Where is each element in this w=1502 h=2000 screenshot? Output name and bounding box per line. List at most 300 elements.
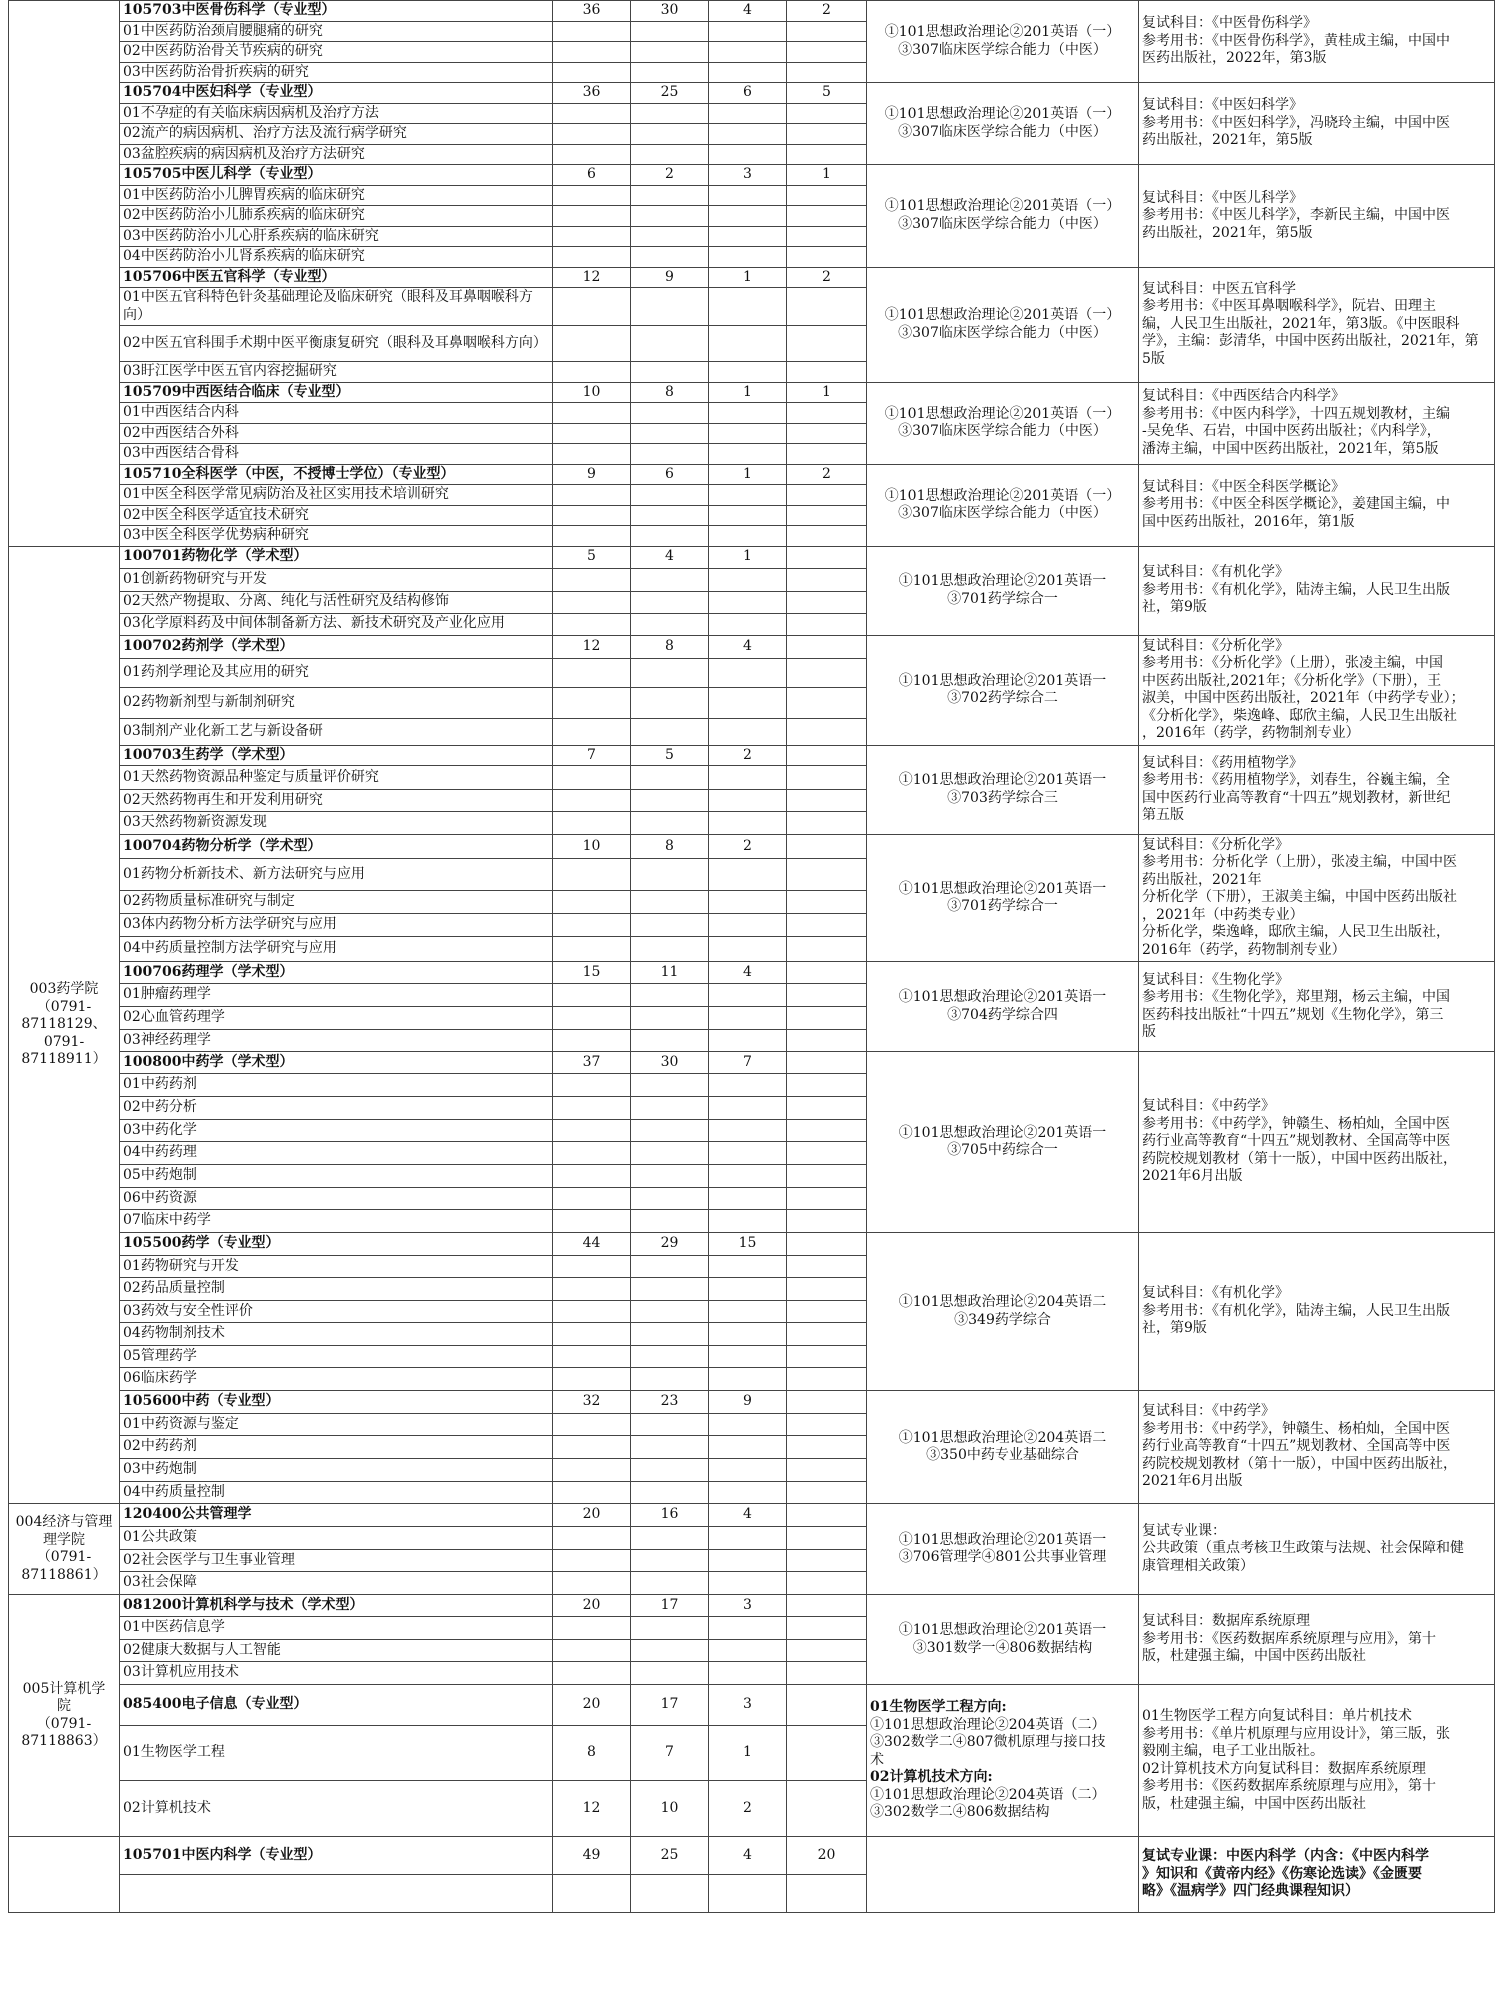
retest-reference-cell (1139, 1, 1495, 83)
empty-quota-cell (553, 1346, 631, 1368)
exam-subject-line: ①101思想政治理论②201英语（一） (884, 198, 1121, 215)
research-direction: 03盆腔疾病的病因病机及治疗方法研究 (120, 144, 553, 165)
reference-line: 复试科目：《生物化学》 (1142, 971, 1289, 988)
empty-quota-cell (631, 937, 709, 962)
program-name: 100703生药学（学术型） (120, 745, 553, 766)
empty-quota-cell (787, 526, 867, 547)
empty-quota-cell (631, 423, 709, 444)
reference-line: 参考用书：《生物化学》，郑里翔，杨云主编，中国 (1142, 989, 1450, 1005)
exam-subjects-cell (867, 267, 1139, 382)
retest-reference-cell (1139, 83, 1495, 165)
empty-quota-cell (787, 103, 867, 124)
research-direction: 01生物医学工程 (120, 1726, 553, 1781)
exam-subjects-cell (867, 1837, 1139, 1913)
exam-subject-line: ③307临床医学综合能力（中医） (898, 505, 1107, 521)
empty-quota-cell (631, 21, 709, 42)
empty-quota-cell (787, 1436, 867, 1459)
empty-quota-cell (709, 42, 787, 63)
empty-quota-cell (553, 526, 631, 547)
program-row (9, 962, 1495, 984)
empty-quota-cell (787, 206, 867, 227)
empty-quota-cell (787, 812, 867, 835)
retest-reference-cell (1139, 1233, 1495, 1391)
department-name-line: 0791- (43, 1033, 85, 1050)
reference-line: 参考用书：《药用植物学》，刘春生，谷巍主编，全 (1142, 772, 1450, 789)
quota-cell: 20 (553, 1595, 631, 1617)
empty-quota-cell (631, 288, 709, 326)
program-name: 100702药剂学（学术型） (120, 635, 553, 658)
empty-quota-cell (787, 1278, 867, 1301)
quota-cell: 6 (631, 464, 709, 485)
quota-cell: 29 (631, 1233, 709, 1256)
quota-cell: 12 (553, 635, 631, 658)
empty-quota-cell (709, 1097, 787, 1120)
empty-quota-cell (709, 21, 787, 42)
retest-reference-cell (1139, 745, 1495, 835)
exam-subject-line: ③702药学综合二 (947, 690, 1058, 706)
empty-quota-cell (553, 766, 631, 790)
empty-quota-cell (553, 124, 631, 145)
empty-quota-cell (631, 144, 709, 165)
empty-quota-cell (631, 124, 709, 145)
empty-quota-cell (709, 1436, 787, 1459)
reference-line: 参考用书：《中药学》，钟赣生、杨柏灿，全国中医 (1142, 1420, 1450, 1437)
quota-cell: 9 (553, 464, 631, 485)
research-direction: 02中药药剂 (120, 1436, 553, 1459)
empty-quota-cell (631, 485, 709, 506)
empty-quota-cell (553, 103, 631, 124)
quota-cell: 25 (631, 83, 709, 104)
empty-quota-cell (631, 1256, 709, 1278)
exam-subject-line: ①101思想政治理论②201英语一 (898, 772, 1107, 789)
quota-cell: 17 (631, 1595, 709, 1617)
research-direction: 03中医全科医学优势病种研究 (120, 526, 553, 547)
empty-quota-cell (709, 1030, 787, 1052)
quota-cell: 25 (631, 1837, 709, 1875)
program-row (9, 1233, 1495, 1256)
empty-quota-cell (553, 1030, 631, 1052)
empty-quota-cell (553, 403, 631, 424)
department-cell (9, 1, 120, 547)
empty-quota-cell (631, 1142, 709, 1165)
reference-line: 医药科技出版社“十四五”规划《生物化学》，第三 (1142, 1006, 1444, 1023)
empty-quota-cell (553, 591, 631, 613)
reference-line: 5版 (1142, 350, 1165, 367)
empty-quota-cell (787, 1640, 867, 1662)
department-name-line: 004经济与管理 (15, 1514, 113, 1530)
quota-cell: 2 (709, 1781, 787, 1837)
empty-quota-cell (631, 1572, 709, 1595)
reference-line: 参考用书：《医药数据库系统原理与应用》，第十 (1142, 1630, 1436, 1647)
research-direction: 04药物制剂技术 (120, 1323, 553, 1346)
retest-reference-cell (1139, 464, 1495, 546)
empty-quota-cell (787, 891, 867, 914)
research-direction: 01创新药物研究与开发 (120, 568, 553, 591)
reference-line: 02计算机技术方向复试科目：数据库系统原理 (1142, 1760, 1426, 1777)
empty-quota-cell (709, 403, 787, 424)
empty-quota-cell (709, 937, 787, 962)
empty-quota-cell (631, 444, 709, 465)
empty-quota-cell (709, 1368, 787, 1391)
quota-cell: 44 (553, 1233, 631, 1256)
empty-quota-cell (787, 21, 867, 42)
department-name-line: 87118129、 (21, 1016, 107, 1032)
reference-line: 版 (1142, 1024, 1156, 1040)
empty-quota-cell (787, 1527, 867, 1550)
empty-quota-cell (553, 1572, 631, 1595)
empty-quota-cell (553, 206, 631, 227)
empty-quota-cell (553, 1550, 631, 1572)
exam-subject-line: ①101思想政治理论②201英语（一） (884, 106, 1121, 122)
quota-cell (787, 1391, 867, 1414)
quota-cell: 17 (631, 1685, 709, 1726)
exam-subjects-cell (867, 546, 1139, 635)
research-direction: 01药物研究与开发 (120, 1256, 553, 1278)
quota-cell: 1 (709, 1726, 787, 1781)
quota-cell: 5 (787, 83, 867, 104)
empty-quota-cell (553, 812, 631, 835)
quota-cell (787, 745, 867, 766)
quota-cell: 7 (709, 1052, 787, 1074)
empty-quota-cell (787, 937, 867, 962)
quota-cell: 1 (709, 464, 787, 485)
empty-quota-cell (631, 1617, 709, 1640)
empty-quota-cell (787, 914, 867, 937)
quota-cell: 11 (631, 962, 709, 984)
research-direction: 05中药炮制 (120, 1165, 553, 1188)
empty-quota-cell (553, 687, 631, 718)
department-cell (9, 1504, 120, 1595)
empty-quota-cell (709, 1188, 787, 1210)
retest-reference-cell (1139, 635, 1495, 745)
reference-line: 编，人民卫生出版社，2021年，第3版。《中医眼科 (1142, 315, 1460, 332)
retest-reference-cell (1139, 165, 1495, 268)
program-row (9, 83, 1495, 104)
reference-line: 医药出版社，2022年，第3版 (1142, 50, 1327, 67)
program-row (9, 835, 1495, 859)
empty-quota-cell (709, 1414, 787, 1436)
reference-line: 复试科目：《中西医结合内科学》 (1142, 388, 1345, 404)
program-name: 105709中西医结合临床（专业型） (120, 382, 553, 403)
empty-quota-cell (553, 1188, 631, 1210)
research-direction: 02中医五官科围手术期中医平衡康复研究（眼科及耳鼻咽喉科方向） (120, 326, 553, 362)
research-direction: 04中药药理 (120, 1142, 553, 1165)
quota-cell: 12 (553, 1781, 631, 1837)
quota-cell: 20 (553, 1504, 631, 1527)
quota-cell (787, 1595, 867, 1617)
empty-quota-cell (553, 1482, 631, 1504)
program-name: 105705中医儿科学（专业型） (120, 165, 553, 186)
reference-line: 分析化学（下册），王淑美主编，中国中医药出版社 (1142, 889, 1457, 906)
retest-reference-cell (1139, 962, 1495, 1052)
program-name: 105710全科医学（中医，不授博士学位）（专业型） (120, 464, 553, 485)
exam-subjects-cell (867, 962, 1139, 1052)
empty-quota-cell (631, 687, 709, 718)
retest-reference-cell (1139, 546, 1495, 635)
empty-quota-cell (631, 812, 709, 835)
empty-quota-cell (553, 718, 631, 745)
empty-quota-cell (631, 568, 709, 591)
reference-line: 潘涛主编，中国中医药出版社，2021年，第5版 (1142, 440, 1439, 457)
empty-quota-cell (631, 326, 709, 362)
retest-reference-cell (1139, 1504, 1495, 1595)
empty-quota-cell (631, 613, 709, 635)
department-cell (9, 1837, 120, 1913)
empty-quota-cell (631, 1030, 709, 1052)
reference-line: 复试科目：《中医妇科学》 (1142, 97, 1303, 114)
empty-quota-cell (787, 613, 867, 635)
empty-quota-cell (631, 1368, 709, 1391)
exam-subject-line: ③307临床医学综合能力（中医） (898, 123, 1107, 140)
reference-line: 药院校规划教材（第十一版），中国中医药出版社， (1142, 1150, 1457, 1167)
reference-line: 参考用书：《中医全科医学概论》，姜建国主编，中 (1142, 496, 1450, 513)
empty-quota-cell (709, 1142, 787, 1165)
empty-quota-cell (787, 42, 867, 63)
empty-quota-cell (553, 859, 631, 891)
department-cell (9, 546, 120, 1504)
quota-cell: 1 (787, 382, 867, 403)
reference-line: 复试科目：《药用植物学》 (1142, 754, 1303, 771)
exam-subjects-cell (867, 165, 1139, 268)
empty-quota-cell (631, 362, 709, 383)
reference-line: 复试科目：中医五官科学 (1142, 280, 1296, 297)
empty-quota-cell (631, 505, 709, 526)
empty-quota-cell (787, 444, 867, 465)
empty-quota-cell (631, 1210, 709, 1233)
reference-line: 参考用书：《中医内科学》，十四五规划教材，主编 (1142, 405, 1450, 422)
empty-quota-cell (631, 42, 709, 63)
reference-line: 参考用书：《医药数据库系统原理与应用》，第十 (1142, 1778, 1436, 1794)
empty-quota-cell (631, 1323, 709, 1346)
empty-quota-cell (709, 247, 787, 268)
quota-cell: 4 (709, 635, 787, 658)
exam-subject-line: ③705中药综合一 (947, 1142, 1058, 1158)
empty-quota-cell (787, 226, 867, 247)
empty-quota-cell (631, 1482, 709, 1504)
reference-line: 淑美，中国中医药出版社，2021年（中药学专业）； (1142, 690, 1465, 706)
empty-quota-cell (709, 526, 787, 547)
quota-cell: 10 (553, 382, 631, 403)
research-direction: 02社会医学与卫生事业管理 (120, 1550, 553, 1572)
exam-subject-line: ①101思想政治理论②201英语（一） (884, 24, 1121, 40)
research-direction: 03中药化学 (120, 1120, 553, 1142)
empty-quota-cell (631, 1662, 709, 1685)
empty-quota-cell (787, 658, 867, 687)
exam-subject-line: ③706管理学④801公共事业管理 (898, 1549, 1107, 1565)
research-direction: 02药物新剂型与新制剂研究 (120, 687, 553, 718)
department-name-line: （0791- (36, 1549, 92, 1565)
empty-quota-cell (631, 1640, 709, 1662)
reference-line: ，2021年（中药类专业） (1142, 906, 1304, 923)
empty-quota-cell (787, 1482, 867, 1504)
quota-cell: 8 (553, 1726, 631, 1781)
empty-quota-cell (787, 247, 867, 268)
reference-line: 参考用书：《分析化学》（上册），张凌主编，中国 (1142, 655, 1443, 671)
research-direction: 01中医五官科特色针灸基础理论及临床研究（眼科及耳鼻咽喉科方向） (120, 288, 553, 326)
empty-quota-cell (709, 1301, 787, 1323)
reference-line: 参考用书：《单片机原理与应用设计》，第三版，张 (1142, 1725, 1450, 1742)
empty-quota-cell (553, 1097, 631, 1120)
research-direction: 03中医药防治骨折疾病的研究 (120, 62, 553, 83)
empty-quota-cell (553, 1278, 631, 1301)
quota-cell: 23 (631, 1391, 709, 1414)
empty-quota-cell (709, 505, 787, 526)
empty-quota-cell (787, 485, 867, 506)
empty-quota-cell (709, 984, 787, 1007)
empty-quota-cell (787, 984, 867, 1007)
exam-subjects-cell (867, 1504, 1139, 1595)
empty-quota-cell (709, 1527, 787, 1550)
empty-quota-cell (709, 891, 787, 914)
reference-line: 药出版社，2021年，第5版 (1142, 132, 1313, 149)
reference-line: 参考用书：《中医妇科学》，冯晓玲主编，中国中医 (1142, 114, 1450, 131)
program-row (9, 1391, 1495, 1414)
empty-quota-cell (709, 1256, 787, 1278)
empty-quota-cell (787, 1875, 867, 1913)
reference-line: 药出版社，2021年，第5版 (1142, 224, 1313, 241)
empty-quota-cell (553, 1617, 631, 1640)
empty-quota-cell (787, 1346, 867, 1368)
empty-quota-cell (709, 812, 787, 835)
empty-quota-cell (709, 1572, 787, 1595)
empty-quota-cell (553, 1120, 631, 1142)
quota-cell (787, 1726, 867, 1781)
exam-subject-line: ①101思想政治理论②201英语（一） (884, 487, 1121, 504)
exam-subject-line: 02计算机技术方向: (870, 1769, 993, 1786)
empty-quota-cell (631, 1346, 709, 1368)
empty-quota-cell (631, 103, 709, 124)
research-direction: 01公共政策 (120, 1527, 553, 1550)
empty-quota-cell (787, 859, 867, 891)
quota-cell: 10 (631, 1781, 709, 1837)
empty-quota-cell (553, 790, 631, 812)
exam-subject-line: ③703药学综合三 (947, 789, 1058, 806)
exam-subject-line: ③349药学综合 (954, 1311, 1051, 1328)
quota-cell: 3 (709, 1685, 787, 1726)
exam-subject-line: ①101思想政治理论②201英语一 (898, 880, 1107, 897)
exam-subject-line: ①101思想政治理论②204英语（二） (870, 1716, 1106, 1733)
reference-line: 复试科目：《有机化学》 (1142, 1285, 1289, 1302)
program-name: 100704药物分析学（学术型） (120, 835, 553, 859)
empty-quota-cell (709, 485, 787, 506)
program-row (9, 1, 1495, 22)
quota-cell: 2 (787, 464, 867, 485)
reference-line: 复试科目：《中药学》 (1142, 1403, 1275, 1420)
reference-line: 康管理相关政策） (1142, 1557, 1254, 1574)
empty-quota-cell (709, 1323, 787, 1346)
quota-cell: 6 (709, 83, 787, 104)
empty-quota-cell (709, 1662, 787, 1685)
reference-line: -吴免华、石岩，中国中医药出版社；《内科学》， (1142, 423, 1441, 439)
research-direction: 01药物分析新技术、新方法研究与应用 (120, 859, 553, 891)
reference-line: 复试科目：数据库系统原理 (1142, 1613, 1310, 1630)
research-direction: 06中药资源 (120, 1188, 553, 1210)
empty-quota-cell (631, 1120, 709, 1142)
quota-cell: 1 (709, 546, 787, 568)
research-direction: 02中医药防治小儿肺系疾病的临床研究 (120, 206, 553, 227)
empty-quota-cell (709, 423, 787, 444)
quota-cell: 2 (709, 835, 787, 859)
research-direction: 02天然产物提取、分离、纯化与活性研究及结构修饰 (120, 591, 553, 613)
exam-subjects-cell (867, 1233, 1139, 1391)
empty-quota-cell (553, 1142, 631, 1165)
empty-quota-cell (553, 1459, 631, 1482)
quota-cell: 3 (709, 1595, 787, 1617)
research-direction: 03中药炮制 (120, 1459, 553, 1482)
empty-quota-cell (709, 288, 787, 326)
empty-quota-cell (787, 687, 867, 718)
empty-quota-cell (553, 937, 631, 962)
empty-quota-cell (553, 226, 631, 247)
empty-quota-cell (553, 1256, 631, 1278)
empty-quota-cell (709, 859, 787, 891)
empty-quota-cell (553, 1875, 631, 1913)
reference-line: 2016年（药学，药物制剂专业） (1142, 941, 1346, 958)
empty-quota-cell (787, 1120, 867, 1142)
empty-quota-cell (553, 42, 631, 63)
program-name: 105701中医内科学（专业型） (120, 1837, 553, 1875)
research-direction: 02药物质量标准研究与制定 (120, 891, 553, 914)
research-direction (120, 1875, 553, 1913)
empty-quota-cell (787, 591, 867, 613)
empty-quota-cell (709, 1074, 787, 1097)
empty-quota-cell (787, 288, 867, 326)
empty-quota-cell (631, 1459, 709, 1482)
empty-quota-cell (631, 984, 709, 1007)
research-direction: 01中医药信息学 (120, 1617, 553, 1640)
retest-reference-cell (1139, 1685, 1495, 1837)
empty-quota-cell (553, 1368, 631, 1391)
reference-line: 第五版 (1142, 807, 1184, 824)
reference-line: 复试专业课： (1142, 1522, 1226, 1539)
research-direction: 02流产的病因病机、治疗方法及流行病学研究 (120, 124, 553, 145)
empty-quota-cell (631, 591, 709, 613)
exam-subjects-cell (867, 83, 1139, 165)
empty-quota-cell (709, 718, 787, 745)
research-direction: 02健康大数据与人工智能 (120, 1640, 553, 1662)
empty-quota-cell (553, 423, 631, 444)
reference-line: 复试科目：《中医儿科学》 (1142, 189, 1303, 206)
empty-quota-cell (787, 1097, 867, 1120)
quota-cell: 12 (553, 267, 631, 288)
quota-cell: 9 (631, 267, 709, 288)
program-name: 085400电子信息（专业型） (120, 1685, 553, 1726)
empty-quota-cell (553, 1436, 631, 1459)
reference-line: 国中医药出版社，2016年，第1版 (1142, 513, 1355, 530)
reference-line: 中医药出版社,2021年；《分析化学》（下册），王 (1142, 672, 1442, 689)
department-name-line: 87118861） (21, 1566, 107, 1583)
reference-line: 版，杜建强主编，中国中医药出版社 (1142, 1648, 1366, 1665)
empty-quota-cell (631, 859, 709, 891)
retest-reference-cell (1139, 1052, 1495, 1233)
exam-subjects-cell (867, 382, 1139, 464)
research-direction: 06临床药学 (120, 1368, 553, 1391)
quota-cell: 1 (787, 165, 867, 186)
empty-quota-cell (787, 1210, 867, 1233)
empty-quota-cell (709, 1640, 787, 1662)
empty-quota-cell (553, 658, 631, 687)
exam-subject-line: ③704药学综合四 (947, 1006, 1058, 1023)
quota-cell: 20 (553, 1685, 631, 1726)
quota-cell: 37 (553, 1052, 631, 1074)
exam-subject-line: ①101思想政治理论②201英语（一） (884, 405, 1121, 422)
quota-cell: 4 (709, 1, 787, 22)
retest-reference-cell (1139, 1595, 1495, 1685)
quota-cell: 7 (631, 1726, 709, 1781)
empty-quota-cell (553, 62, 631, 83)
empty-quota-cell (553, 984, 631, 1007)
empty-quota-cell (787, 790, 867, 812)
